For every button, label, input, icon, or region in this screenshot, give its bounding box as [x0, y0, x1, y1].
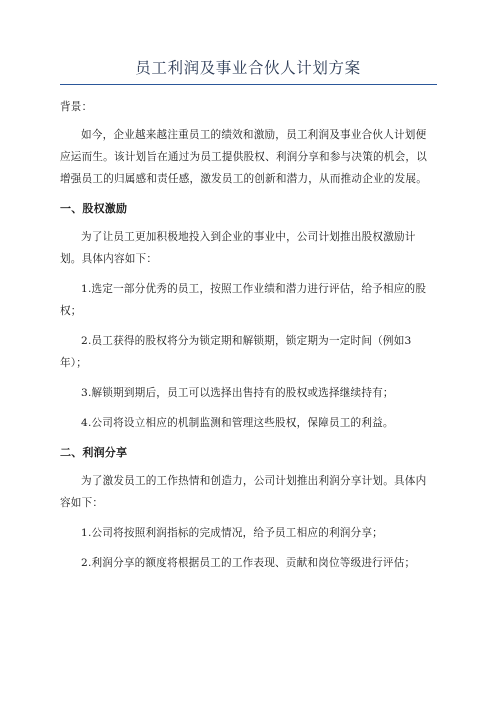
title-underline	[60, 84, 437, 85]
list-item: 1.公司将按照利润指标的完成情况，给予员工相应的利润分享；	[81, 527, 383, 539]
section-heading: 二、利润分享	[60, 446, 128, 459]
section-heading: 一、股权激励	[60, 202, 128, 215]
intro-label: 背景：	[60, 101, 93, 113]
list-item: 2.员工获得的股权将分为锁定期和解锁期，锁定期为一定时间（例如3年）；	[60, 335, 412, 369]
section-lead: 为了激发员工的工作热情和创造力，公司计划推出利润分享计划。具体内容如下：	[60, 475, 427, 509]
document-title: 员工利润及事业合伙人计划方案	[135, 59, 361, 77]
document-body	[60, 96, 437, 582]
list-item: 1.选定一部分优秀的员工，按照工作业绩和潜力进行评估，给予相应的股权；	[60, 283, 427, 317]
section-profit-sharing	[60, 442, 437, 574]
list-item: 4.公司将设立相应的机制监测和管理这些股权，保障员工的利益。	[81, 417, 394, 429]
intro-paragraph: 如今，企业越来越注重员工的绩效和激励，员工利润及事业合伙人计划便应运而生。该计划旨在通过为员工提供股权、利润分享和参与决策的机会，以增强员工的归属感和责任感，激发员工的创新和潜力，从而推动企业的发展。	[60, 129, 427, 185]
list-item: 2.利润分享的额度将根据员工的工作表现、贡献和岗位等级进行评估；	[81, 557, 416, 569]
section-equity-incentive	[60, 198, 437, 434]
list-item: 3.解锁期到期后，员工可以选择出售持有的股权或选择继续持有；	[81, 387, 394, 399]
section-lead: 为了让员工更加积极地投入到企业的事业中，公司计划推出股权激励计划。具体内容如下：	[60, 231, 416, 265]
